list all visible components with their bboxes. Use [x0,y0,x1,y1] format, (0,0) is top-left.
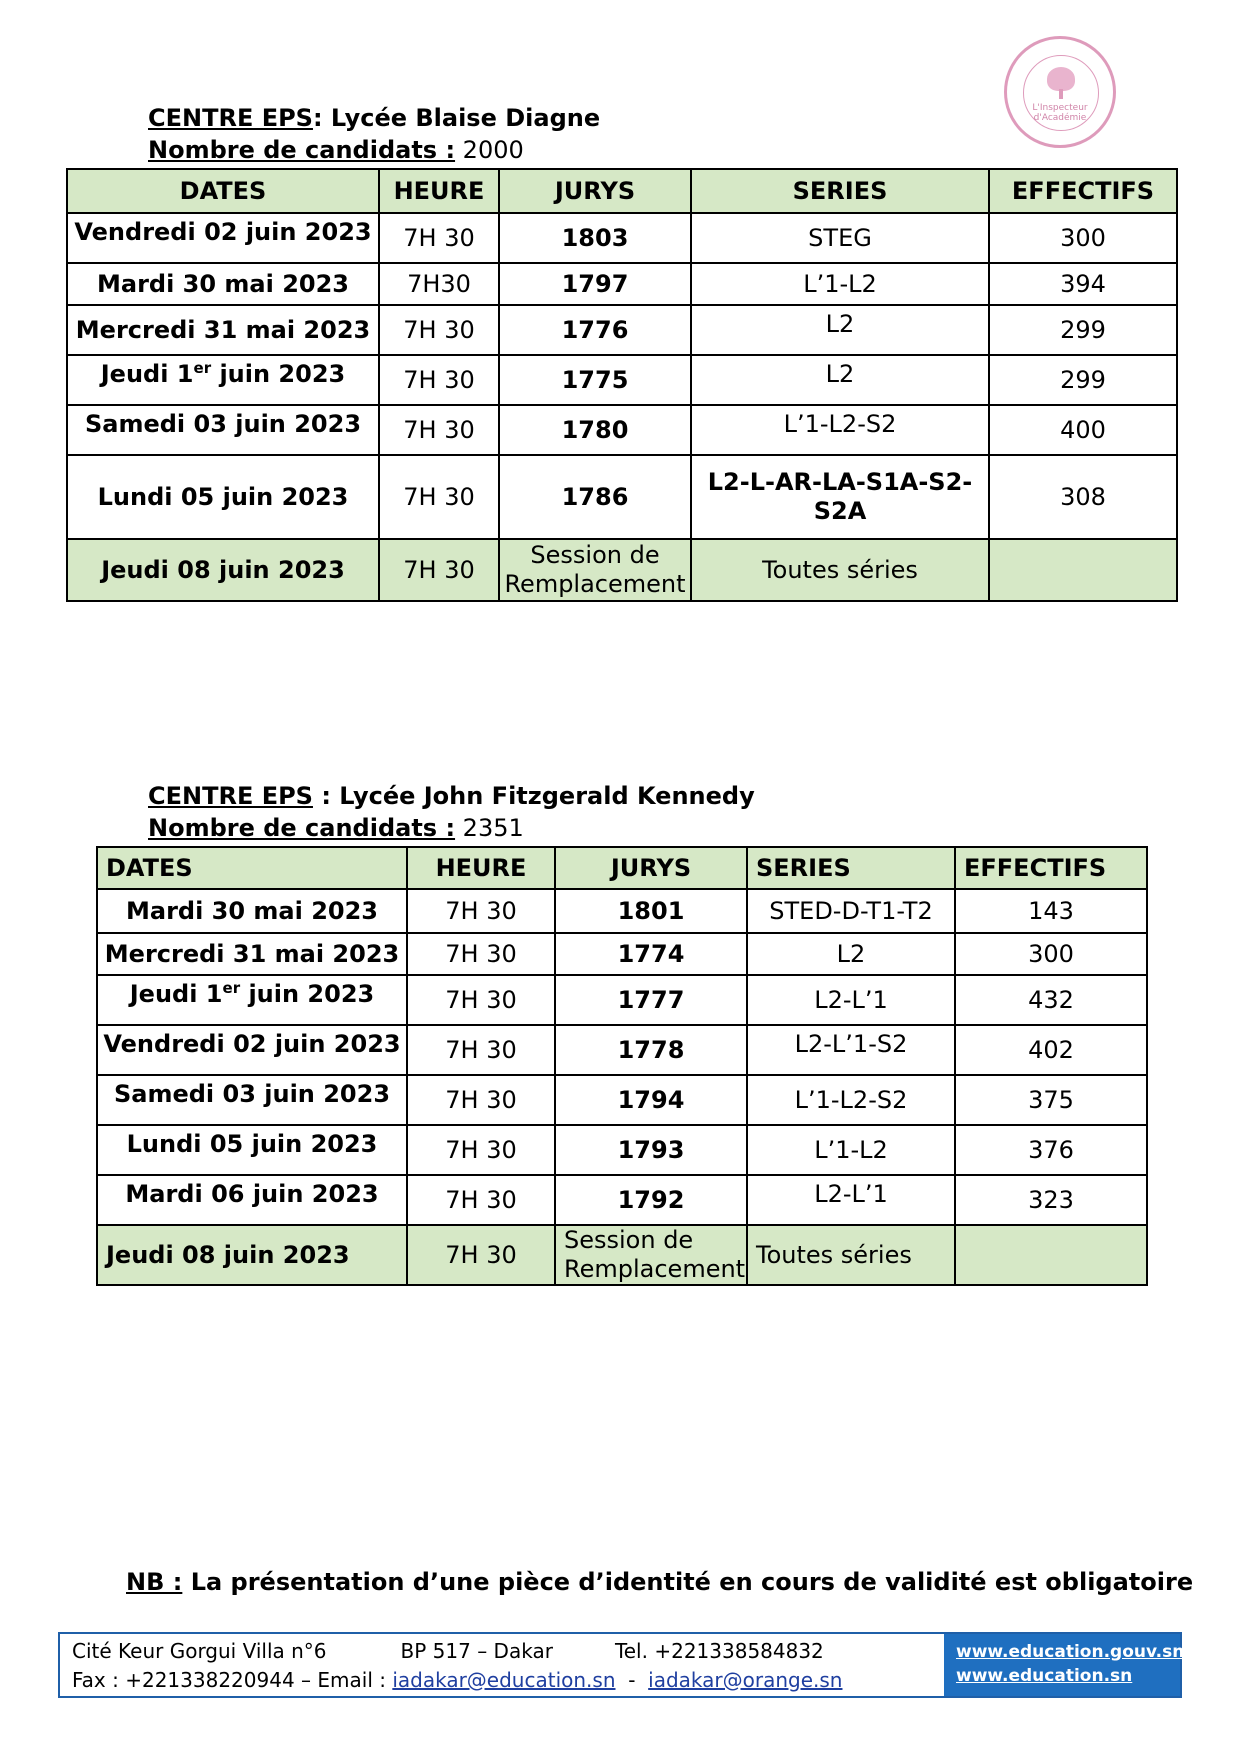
row-series: L2 [691,305,989,355]
row-series: L2-L’1 [747,1175,955,1225]
table-row [67,355,1177,405]
footer-address: Cité Keur Gorgui Villa n°6 [72,1639,327,1663]
col-header-effectifs: EFFECTIFS [955,847,1147,889]
table-row-last [97,1225,1147,1285]
row-date: Samedi 03 juin 2023 [97,1075,407,1125]
col-header-jurys: JURYS [499,169,691,213]
row-date: Mardi 06 juin 2023 [97,1175,407,1225]
row-effectif: 376 [955,1125,1147,1175]
table-row [97,1125,1147,1175]
table-row [97,1025,1147,1075]
row-series: L’1-L2 [691,263,989,305]
row-series: L2 [747,933,955,975]
section2-candidats-value: 2351 [455,814,524,842]
row-date: Lundi 05 juin 2023 [97,1125,407,1175]
row-jury: 1776 [499,305,691,355]
row-date: Vendredi 02 juin 2023 [97,1025,407,1075]
table-row [97,1075,1147,1125]
table-row [97,975,1147,1025]
section1-candidats-value: 2000 [455,136,524,164]
section2-centre-name: Lycée John Fitzgerald Kennedy [339,782,755,810]
footer-tel: Tel. +221338584832 [614,1639,824,1663]
row-date: Mardi 30 mai 2023 [67,263,379,305]
footer-fax-email-label: Fax : +221338220944 – Email : [72,1668,393,1692]
row-heure: 7H 30 [407,1175,555,1225]
footer-contact-box [58,1632,1185,1698]
row-series: STED-D-T1-T2 [747,889,955,933]
row-heure: 7H 30 [407,933,555,975]
web-link-education[interactable]: www.education.sn [956,1666,1133,1686]
table-header-row [97,847,1147,889]
table-row [97,933,1147,975]
row-series: Toutes séries [691,539,989,601]
tree-icon [1047,67,1075,91]
nb-text: La présentation d’une pièce d’identité en cours de validité est obligatoire [182,1568,1194,1596]
row-effectif [955,1225,1147,1285]
row-heure: 7H 30 [379,305,499,355]
row-series: L’1-L2-S2 [691,405,989,455]
row-series: Toutes séries [747,1225,955,1285]
section2-schedule-table [96,846,1148,1286]
row-date: Lundi 05 juin 2023 [67,455,379,539]
col-header-jurys: JURYS [555,847,747,889]
row-heure: 7H 30 [379,405,499,455]
row-jury: 1801 [555,889,747,933]
footer-email-sep: - [615,1668,649,1692]
row-date-sup: er [222,979,241,997]
row-effectif: 300 [955,933,1147,975]
row-effectif: 375 [955,1075,1147,1125]
row-date-pre: Jeudi 1 [100,360,194,388]
section2-centre-label: CENTRE EPS [148,782,313,810]
row-series: L’1-L2 [747,1125,955,1175]
row-jury: 1786 [499,455,691,539]
table-row [97,889,1147,933]
row-heure: 7H 30 [379,213,499,263]
inspection-stamp [1004,36,1116,148]
col-header-dates: DATES [67,169,379,213]
row-series: L2-L’1-S2 [747,1025,955,1075]
row-jury: 1778 [555,1025,747,1075]
row-series: STEG [691,213,989,263]
row-heure: 7H30 [379,263,499,305]
table-row [97,1175,1147,1225]
row-effectif: 308 [989,455,1177,539]
row-jury: 1774 [555,933,747,975]
table-header-row [67,169,1177,213]
row-effectif [989,539,1177,601]
row-date: Mardi 30 mai 2023 [97,889,407,933]
row-heure: 7H 30 [379,355,499,405]
section1-candidats-label: Nombre de candidats : [148,136,456,164]
nb-notice [126,1568,1193,1596]
section1-schedule-table [66,168,1178,602]
row-date-post: juin 2023 [240,980,375,1008]
stamp-text-line1: L'Inspecteur [1032,103,1088,113]
row-heure: 7H 30 [407,1225,555,1285]
row-heure: 7H 30 [407,1125,555,1175]
footer-bp: BP 517 – Dakar [400,1639,553,1663]
col-header-heure: HEURE [379,169,499,213]
section1-centre-label: CENTRE EPS [148,104,313,132]
nb-label: NB : [126,1568,183,1596]
row-date [67,355,379,405]
footer-contact-info [60,1634,944,1696]
table-row [67,305,1177,355]
row-effectif: 394 [989,263,1177,305]
row-effectif: 299 [989,355,1177,405]
section1-candidats-line [148,136,524,164]
section1-centre-line [148,104,600,132]
row-jury: 1793 [555,1125,747,1175]
table-row [67,455,1177,539]
row-jury: Session de Remplacement [499,539,691,601]
section2-centre-line [148,782,755,810]
row-date-pre: Jeudi 1 [129,980,223,1008]
footer-line1 [72,1639,824,1663]
section2-centre-sep: : [312,782,340,810]
row-date [97,975,407,1025]
stamp-text-line2: d'Académie [1033,113,1087,123]
table-row [67,213,1177,263]
row-heure: 7H 30 [407,975,555,1025]
section2-candidats-label: Nombre de candidats : [148,814,456,842]
row-effectif: 432 [955,975,1147,1025]
row-heure: 7H 30 [407,889,555,933]
row-series: L2 [691,355,989,405]
row-heure: 7H 30 [379,455,499,539]
row-effectif: 300 [989,213,1177,263]
row-heure: 7H 30 [407,1075,555,1125]
row-date: Vendredi 02 juin 2023 [67,213,379,263]
col-header-effectifs: EFFECTIFS [989,169,1177,213]
row-effectif: 400 [989,405,1177,455]
row-date: Samedi 03 juin 2023 [67,405,379,455]
col-header-heure: HEURE [407,847,555,889]
table-row [67,405,1177,455]
col-header-dates: DATES [97,847,407,889]
email-link-education[interactable]: iadakar@education.sn [392,1668,616,1692]
row-effectif: 323 [955,1175,1147,1225]
row-effectif: 402 [955,1025,1147,1075]
row-heure: 7H 30 [379,539,499,601]
row-date: Mercredi 31 mai 2023 [67,305,379,355]
row-jury: 1792 [555,1175,747,1225]
row-date: Mercredi 31 mai 2023 [97,933,407,975]
section1-centre-sep: : [312,104,331,132]
row-date: Jeudi 08 juin 2023 [67,539,379,601]
row-series: L2-L’1 [747,975,955,1025]
section2-candidats-line [148,814,524,842]
col-header-series: SERIES [747,847,955,889]
table-row-last [67,539,1177,601]
section1-centre-name: Lycée Blaise Diagne [330,104,601,132]
row-jury: Session de Remplacement [555,1225,747,1285]
footer-line2 [72,1668,842,1692]
row-series: L’1-L2-S2 [747,1075,955,1125]
row-date-sup: er [193,359,212,377]
email-link-orange[interactable]: iadakar@orange.sn [648,1668,843,1692]
tree-trunk [1059,89,1063,99]
row-series: L2-L-AR-LA-S1A-S2-S2A [691,455,989,539]
col-header-series: SERIES [691,169,989,213]
footer-web-panel [944,1634,1185,1696]
row-jury: 1777 [555,975,747,1025]
row-jury: 1803 [499,213,691,263]
row-effectif: 299 [989,305,1177,355]
row-jury: 1797 [499,263,691,305]
row-jury: 1794 [555,1075,747,1125]
row-date-post: juin 2023 [211,360,346,388]
row-jury: 1780 [499,405,691,455]
row-heure: 7H 30 [407,1025,555,1075]
table-row [67,263,1177,305]
row-effectif: 143 [955,889,1147,933]
web-link-education-gouv[interactable]: www.education.gouv.sn [956,1642,1185,1662]
row-date: Jeudi 08 juin 2023 [97,1225,407,1285]
row-jury: 1775 [499,355,691,405]
stamp-text [1007,103,1113,123]
